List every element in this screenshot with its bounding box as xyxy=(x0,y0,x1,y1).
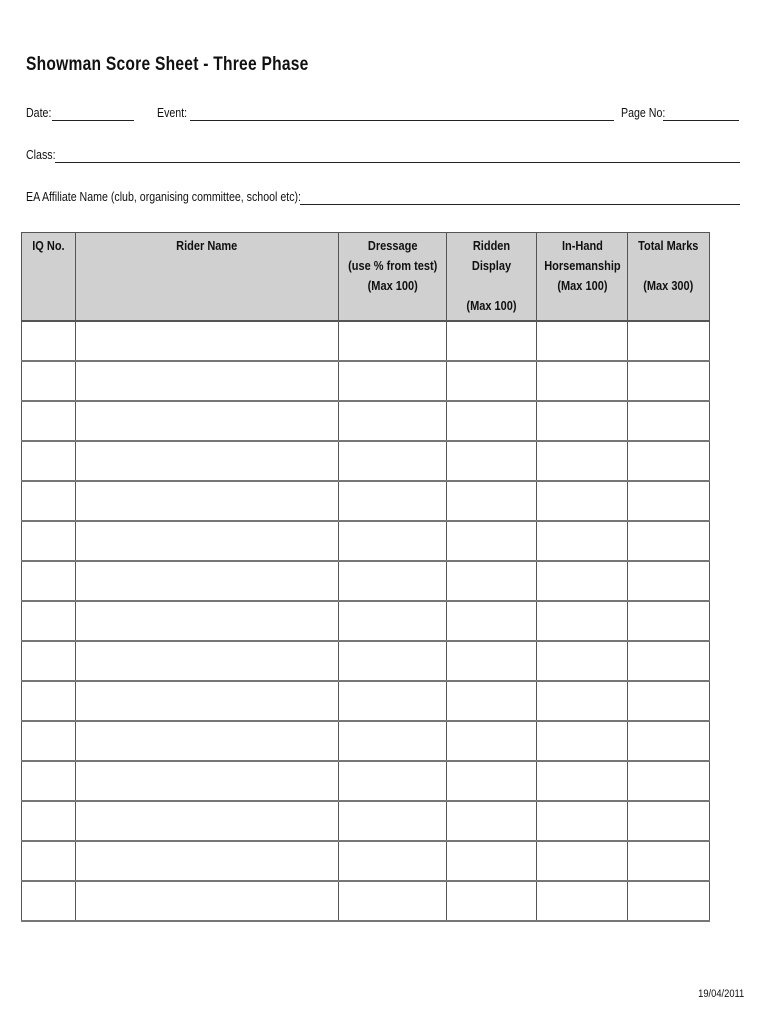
in-hand-cell[interactable] xyxy=(537,641,628,681)
in-hand-cell[interactable] xyxy=(537,721,628,761)
dressage-cell[interactable] xyxy=(339,561,447,601)
ridden-display-cell[interactable] xyxy=(447,681,537,721)
in-hand-cell[interactable] xyxy=(537,561,628,601)
iq-no-cell[interactable] xyxy=(22,521,76,561)
in-hand-cell[interactable] xyxy=(537,761,628,801)
ridden-display-cell[interactable] xyxy=(447,361,537,401)
rider-name-cell[interactable] xyxy=(76,361,339,401)
table-row xyxy=(22,521,710,561)
footer-date: 19/04/2011 xyxy=(697,988,744,1000)
column-header-iq-no: IQ No. xyxy=(22,233,76,322)
table-body xyxy=(22,321,710,921)
total-marks-cell[interactable] xyxy=(628,561,710,601)
class-label: Class: xyxy=(26,148,56,162)
iq-no-cell[interactable] xyxy=(22,641,76,681)
dressage-cell[interactable] xyxy=(339,841,447,881)
total-marks-cell[interactable] xyxy=(628,441,710,481)
score-table xyxy=(21,232,710,922)
iq-no-cell[interactable] xyxy=(22,681,76,721)
total-marks-cell[interactable] xyxy=(628,841,710,881)
dressage-cell[interactable] xyxy=(339,401,447,441)
column-header-total-marks: Total Marks (Max 300) xyxy=(628,233,710,322)
rider-name-cell[interactable] xyxy=(76,401,339,441)
table-header-row xyxy=(22,233,710,322)
in-hand-cell[interactable] xyxy=(537,681,628,721)
in-hand-cell[interactable] xyxy=(537,361,628,401)
total-marks-cell[interactable] xyxy=(628,801,710,841)
iq-no-cell[interactable] xyxy=(22,321,76,361)
table-row xyxy=(22,841,710,881)
ridden-display-cell[interactable] xyxy=(447,401,537,441)
in-hand-cell[interactable] xyxy=(537,481,628,521)
rider-name-cell[interactable] xyxy=(76,801,339,841)
dressage-cell[interactable] xyxy=(339,881,447,921)
rider-name-cell[interactable] xyxy=(76,761,339,801)
column-header-in-hand-horsemanship: In-Hand Horsemanship (Max 100) xyxy=(537,233,628,322)
dressage-cell[interactable] xyxy=(339,521,447,561)
affiliate-blank[interactable] xyxy=(300,190,740,205)
page-no-blank[interactable] xyxy=(663,106,739,121)
iq-no-cell[interactable] xyxy=(22,801,76,841)
event-blank[interactable] xyxy=(190,106,614,121)
iq-no-cell[interactable] xyxy=(22,721,76,761)
rider-name-cell[interactable] xyxy=(76,441,339,481)
rider-name-cell[interactable] xyxy=(76,881,339,921)
iq-no-cell[interactable] xyxy=(22,601,76,641)
total-marks-cell[interactable] xyxy=(628,761,710,801)
dressage-cell[interactable] xyxy=(339,441,447,481)
ridden-display-cell[interactable] xyxy=(447,721,537,761)
column-header-dressage: Dressage (use % from test) (Max 100) xyxy=(339,233,447,322)
ridden-display-cell[interactable] xyxy=(447,481,537,521)
dressage-cell[interactable] xyxy=(339,681,447,721)
table-row xyxy=(22,681,710,721)
total-marks-cell[interactable] xyxy=(628,881,710,921)
page-no-label: Page No: xyxy=(621,106,666,120)
dressage-cell[interactable] xyxy=(339,801,447,841)
ridden-display-cell[interactable] xyxy=(447,761,537,801)
column-header-ridden-display: Ridden Display (Max 100) xyxy=(447,233,537,322)
total-marks-cell[interactable] xyxy=(628,521,710,561)
total-marks-cell[interactable] xyxy=(628,601,710,641)
table-row xyxy=(22,441,710,481)
ridden-display-cell[interactable] xyxy=(447,561,537,601)
iq-no-cell[interactable] xyxy=(22,361,76,401)
table-row xyxy=(22,721,710,761)
in-hand-cell[interactable] xyxy=(537,321,628,361)
dressage-cell[interactable] xyxy=(339,481,447,521)
iq-no-cell[interactable] xyxy=(22,441,76,481)
table-row xyxy=(22,481,710,521)
rider-name-cell[interactable] xyxy=(76,641,339,681)
iq-no-cell[interactable] xyxy=(22,481,76,521)
dressage-cell[interactable] xyxy=(339,601,447,641)
total-marks-cell[interactable] xyxy=(628,681,710,721)
dressage-cell[interactable] xyxy=(339,321,447,361)
rider-name-cell[interactable] xyxy=(76,561,339,601)
table-row xyxy=(22,401,710,441)
rider-name-cell[interactable] xyxy=(76,721,339,761)
total-marks-cell[interactable] xyxy=(628,641,710,681)
table-row xyxy=(22,561,710,601)
event-field[interactable] xyxy=(157,105,192,121)
class-blank[interactable] xyxy=(55,148,740,163)
table-row xyxy=(22,881,710,921)
in-hand-cell[interactable] xyxy=(537,521,628,561)
total-marks-cell[interactable] xyxy=(628,321,710,361)
in-hand-cell[interactable] xyxy=(537,401,628,441)
iq-no-cell[interactable] xyxy=(22,761,76,801)
ridden-display-cell[interactable] xyxy=(447,881,537,921)
total-marks-cell[interactable] xyxy=(628,361,710,401)
ridden-display-cell[interactable] xyxy=(447,801,537,841)
ridden-display-cell[interactable] xyxy=(447,441,537,481)
ridden-display-cell[interactable] xyxy=(447,321,537,361)
date-label: Date: xyxy=(26,106,52,120)
in-hand-cell[interactable] xyxy=(537,801,628,841)
total-marks-cell[interactable] xyxy=(628,481,710,521)
table-row xyxy=(22,801,710,841)
event-label: Event: xyxy=(157,106,188,120)
rider-name-cell[interactable] xyxy=(76,601,339,641)
iq-no-cell[interactable] xyxy=(22,561,76,601)
in-hand-cell[interactable] xyxy=(537,601,628,641)
iq-no-cell[interactable] xyxy=(22,401,76,441)
ridden-display-cell[interactable] xyxy=(447,841,537,881)
in-hand-cell[interactable] xyxy=(537,841,628,881)
table-row xyxy=(22,601,710,641)
rider-name-cell[interactable] xyxy=(76,521,339,561)
in-hand-cell[interactable] xyxy=(537,881,628,921)
rider-name-cell[interactable] xyxy=(76,841,339,881)
rider-name-cell[interactable] xyxy=(76,481,339,521)
in-hand-cell[interactable] xyxy=(537,441,628,481)
table-row xyxy=(22,321,710,361)
dressage-cell[interactable] xyxy=(339,721,447,761)
date-blank[interactable] xyxy=(52,106,134,121)
table-row xyxy=(22,761,710,801)
ridden-display-cell[interactable] xyxy=(447,601,537,641)
table-row xyxy=(22,641,710,681)
iq-no-cell[interactable] xyxy=(22,881,76,921)
page-title: Showman Score Sheet - Three Phase xyxy=(26,54,309,75)
affiliate-label: EA Affiliate Name (club, organising committee, school etc): xyxy=(26,190,302,204)
ridden-display-cell[interactable] xyxy=(447,641,537,681)
column-header-rider-name: Rider Name xyxy=(76,233,339,322)
dressage-cell[interactable] xyxy=(339,361,447,401)
table-row xyxy=(22,361,710,401)
iq-no-cell[interactable] xyxy=(22,841,76,881)
total-marks-cell[interactable] xyxy=(628,721,710,761)
ridden-display-cell[interactable] xyxy=(447,521,537,561)
dressage-cell[interactable] xyxy=(339,641,447,681)
rider-name-cell[interactable] xyxy=(76,321,339,361)
rider-name-cell[interactable] xyxy=(76,681,339,721)
total-marks-cell[interactable] xyxy=(628,401,710,441)
dressage-cell[interactable] xyxy=(339,761,447,801)
